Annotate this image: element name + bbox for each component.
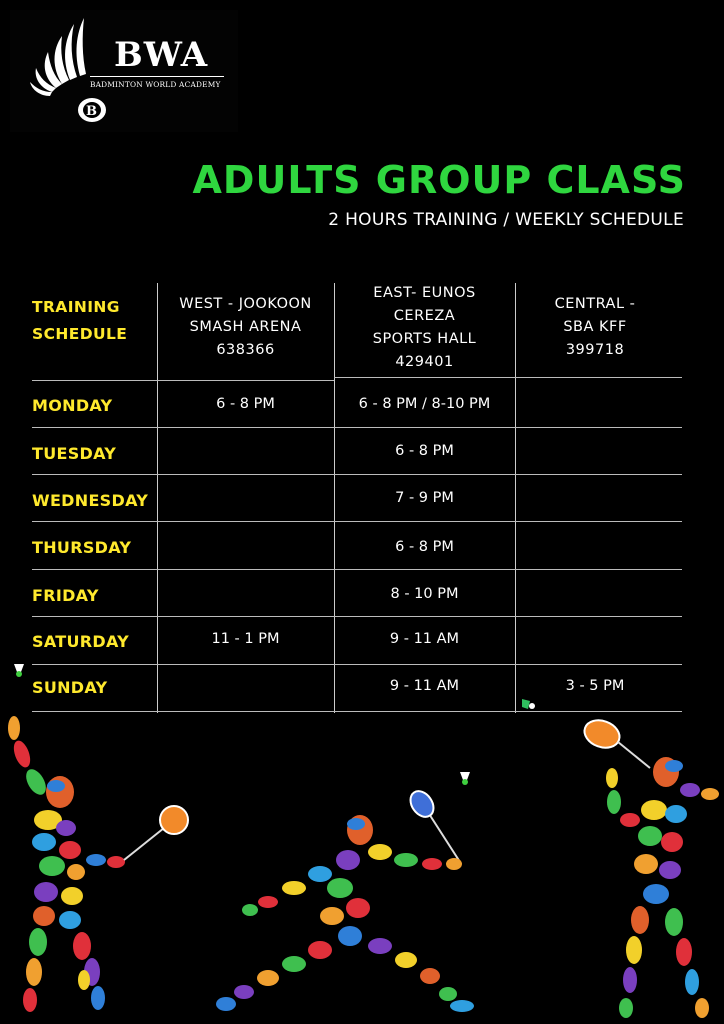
day-label-monday: MONDAY bbox=[32, 396, 113, 415]
venue-line: 399718 bbox=[565, 342, 625, 358]
venue-header-east bbox=[334, 282, 515, 374]
shuttlecock-icon bbox=[12, 662, 26, 678]
venue-line: 429401 bbox=[395, 354, 454, 370]
day-label-friday: FRIDAY bbox=[32, 586, 99, 605]
schedule-header bbox=[32, 294, 127, 348]
badminton-player-serve-icon bbox=[570, 710, 724, 1024]
page-subtitle: 2 HOURS TRAINING / WEEKLY SCHEDULE bbox=[328, 210, 684, 230]
day-label-wednesday: WEDNESDAY bbox=[32, 491, 149, 510]
time-cell-east: 9 - 11 AM bbox=[389, 631, 460, 647]
logo-wordmark: BWA bbox=[114, 35, 209, 75]
row-divider bbox=[32, 427, 682, 428]
badminton-player-smash-icon bbox=[0, 710, 200, 1024]
venue-line: CEREZA bbox=[393, 308, 456, 324]
venue-line: EAST- EUNOS bbox=[373, 285, 476, 301]
venue-line: CENTRAL - bbox=[554, 296, 636, 312]
logo-tagline: BADMINTON WORLD ACADEMY bbox=[90, 80, 221, 89]
time-cell-east: 9 - 11 AM bbox=[389, 678, 460, 694]
venue-line: SBA KFF bbox=[563, 319, 627, 335]
time-cell-central: 3 - 5 PM bbox=[565, 678, 625, 694]
time-cell-east: 6 - 8 PM bbox=[395, 443, 454, 459]
winged-shuttlecock-icon bbox=[24, 14, 110, 130]
row-divider bbox=[32, 380, 334, 381]
schedule-table bbox=[32, 283, 682, 713]
venue-header-west bbox=[157, 293, 334, 362]
time-cell-east: 7 - 9 PM bbox=[395, 490, 454, 506]
time-cell-west: 11 - 1 PM bbox=[211, 631, 280, 647]
venue-line: 638366 bbox=[216, 342, 275, 358]
venue-line: WEST - JOOKOON bbox=[179, 296, 312, 312]
time-cell-east: 6 - 8 PM / 8-10 PM bbox=[358, 396, 491, 412]
bwa-logo bbox=[10, 10, 238, 132]
row-divider bbox=[32, 616, 682, 617]
venue-line: SMASH ARENA bbox=[189, 319, 302, 335]
shuttlecock-icon bbox=[458, 770, 472, 786]
day-label-saturday: SATURDAY bbox=[32, 632, 130, 651]
svg-text:B: B bbox=[86, 104, 97, 119]
time-cell-east: 8 - 10 PM bbox=[390, 586, 459, 602]
time-cell-west: 6 - 8 PM bbox=[216, 396, 275, 412]
venue-header-central bbox=[515, 293, 675, 362]
row-divider bbox=[334, 377, 682, 378]
row-divider bbox=[32, 664, 682, 665]
venue-line: SPORTS HALL bbox=[372, 331, 477, 347]
row-divider bbox=[32, 474, 682, 475]
day-label-thursday: THURSDAY bbox=[32, 538, 132, 557]
page-title: ADULTS GROUP CLASS bbox=[192, 158, 686, 202]
row-divider bbox=[32, 521, 682, 522]
schedule-header-line: TRAINING bbox=[32, 298, 120, 316]
row-divider bbox=[32, 569, 682, 570]
logo-divider bbox=[90, 76, 224, 77]
day-label-tuesday: TUESDAY bbox=[32, 444, 117, 463]
badminton-player-lunge-icon bbox=[210, 790, 490, 1024]
shuttlecock-icon bbox=[520, 697, 536, 711]
schedule-header-line: SCHEDULE bbox=[32, 325, 128, 343]
time-cell-east: 6 - 8 PM bbox=[395, 539, 454, 555]
day-label-sunday: SUNDAY bbox=[32, 678, 108, 697]
